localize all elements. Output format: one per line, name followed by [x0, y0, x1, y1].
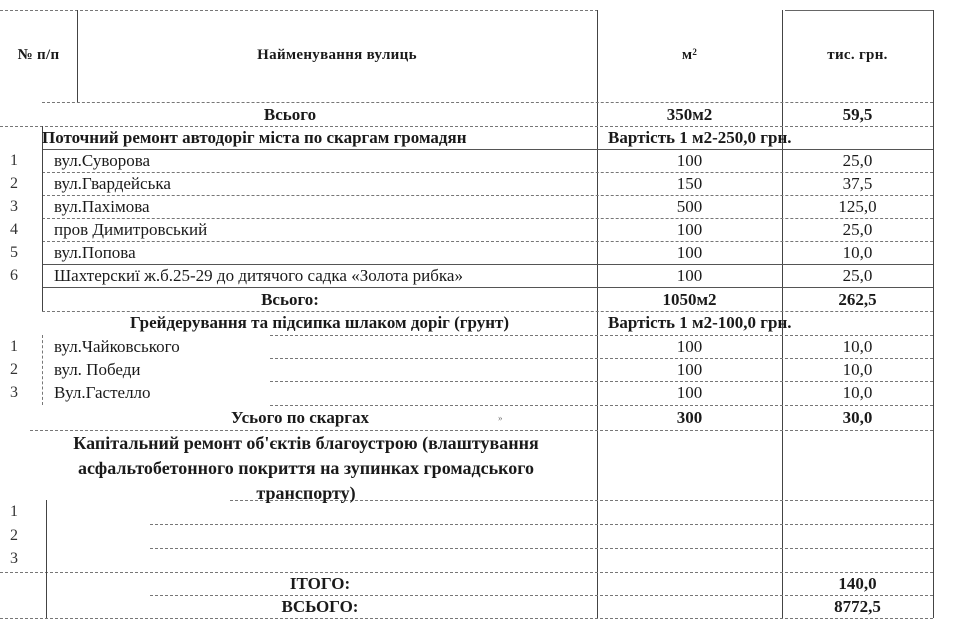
section1-total-area: 1050м2	[662, 289, 717, 309]
row-number: 3	[10, 384, 18, 401]
section1-title: Поточний ремонт автодоріг міста по скаргам громадян	[42, 127, 467, 147]
cost-value	[782, 548, 933, 572]
area-value	[597, 500, 782, 524]
row-number: 2	[10, 175, 18, 192]
row-number: 2	[10, 527, 18, 544]
street-name: вул.Гвардейська	[54, 173, 171, 193]
num-col-divider	[42, 335, 43, 405]
header-cost-col: тис. грн.	[827, 46, 888, 63]
table-top-border-right	[785, 10, 933, 11]
area-value: 100	[676, 242, 703, 262]
area-value: 100	[676, 265, 703, 285]
street-name	[54, 524, 594, 548]
vsogo-label: ВСЬОГО:	[281, 596, 359, 616]
street-name: вул.Пахімова	[54, 196, 150, 216]
street-name: вул.Чайковського	[54, 336, 180, 356]
street-name: вул. Победи	[54, 359, 141, 379]
header-area-col	[597, 40, 782, 70]
table-top-border	[0, 10, 598, 11]
cost-value: 10,0	[842, 383, 873, 402]
section2-total-label: Усього по скаргах	[230, 408, 370, 427]
cost-value: 10,0	[842, 242, 873, 262]
area-value	[597, 548, 782, 572]
cost-value: 25,0	[842, 265, 873, 285]
area-value	[597, 524, 782, 548]
row-number: 3	[10, 198, 18, 215]
area-value: 100	[676, 336, 703, 356]
vsogo-area	[597, 595, 782, 618]
section1-total-cost: 262,5	[838, 289, 877, 309]
table-right-border	[933, 10, 934, 618]
row-number: 6	[10, 267, 18, 284]
cost-value: 125,0	[838, 196, 877, 216]
header-name-col: Найменування вулиць	[257, 46, 417, 63]
section2-total-cost: 30,0	[842, 408, 873, 427]
section2-total-area: 300	[676, 408, 703, 427]
cost-value: 10,0	[842, 359, 873, 379]
section3-title-line1: Капітальний ремонт об'єктів благоустрою (влаштування	[73, 433, 539, 453]
itogo-area	[597, 572, 782, 595]
top-total-label: Всього	[263, 104, 317, 124]
header-number-col: № п/п	[17, 46, 60, 63]
cost-value: 37,5	[842, 173, 873, 193]
row-number: 3	[10, 550, 18, 567]
num-col-divider	[42, 149, 43, 311]
area-value: 100	[676, 359, 703, 379]
row-number: 5	[10, 244, 18, 261]
area-value: 100	[676, 219, 703, 239]
street-name: вул.Суворова	[54, 150, 151, 170]
row-number: 1	[10, 503, 18, 520]
table-bottom-border	[0, 618, 933, 619]
street-name: вул.Попова	[54, 242, 136, 262]
section1-rate: Вартість 1 м2-250,0 грн.	[608, 127, 792, 147]
area-value: 100	[676, 383, 703, 402]
street-name	[54, 500, 594, 524]
row-number: 2	[10, 361, 18, 378]
header-area-sup: 2	[692, 47, 698, 57]
section2-rate: Вартість 1 м2-100,0 грн.	[608, 313, 792, 332]
area-value: 100	[676, 150, 703, 170]
section3-title	[20, 431, 592, 506]
row-number: 1	[10, 152, 18, 169]
itogo-cost: 140,0	[838, 573, 877, 593]
section3-title-line2: асфальтобетонного покриття на зупинках громадського	[78, 458, 534, 478]
top-total-cost: 59,5	[842, 104, 873, 124]
section2-title: Грейдерування та підсипка шлаком доріг (грунт)	[129, 313, 510, 332]
row-number: 4	[10, 221, 18, 238]
street-name	[54, 548, 594, 572]
cost-value	[782, 524, 933, 548]
cost-value: 25,0	[842, 219, 873, 239]
scan-artifact: »	[498, 413, 503, 423]
section3-title-line3: транспорту)	[256, 483, 356, 503]
top-total-area: 350м2	[666, 104, 713, 124]
cost-value	[782, 500, 933, 524]
vsogo-cost: 8772,5	[834, 596, 881, 616]
area-value: 500	[676, 196, 703, 216]
street-name: Шахтерскиї ж.б.25-29 до дитячого садка «Золота рибка»	[54, 265, 463, 285]
area-value: 150	[676, 173, 703, 193]
header-area-unit: м	[681, 46, 693, 63]
num-col-divider	[46, 500, 47, 618]
cost-value: 10,0	[842, 336, 873, 356]
cost-value: 25,0	[842, 150, 873, 170]
row-number: 1	[10, 338, 18, 355]
street-name: Вул.Гастелло	[54, 383, 151, 402]
street-name: пров Димитровський	[54, 219, 208, 239]
itogo-label: ІТОГО:	[289, 573, 351, 593]
section1-total-label: Всього:	[261, 289, 319, 309]
